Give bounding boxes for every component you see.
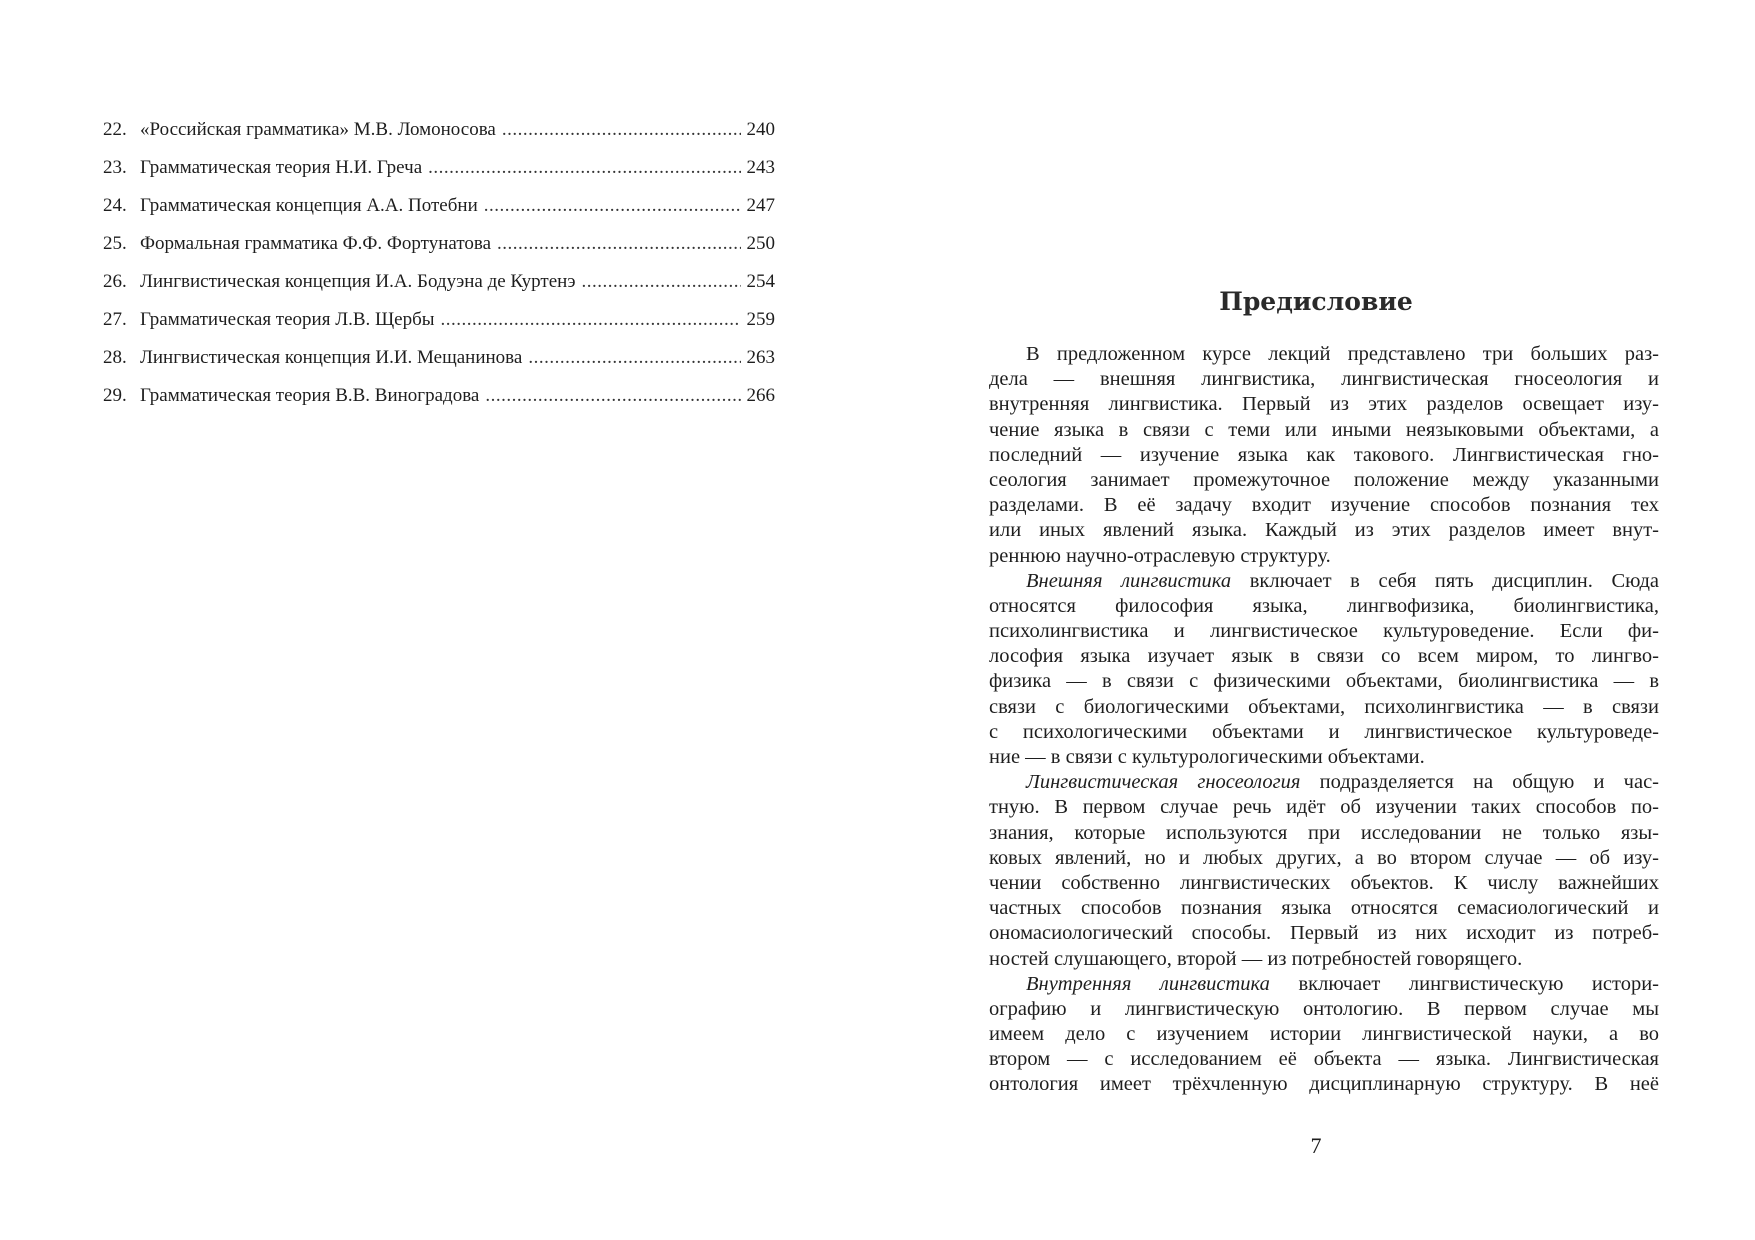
emphasis-term: Внутренняя лингвистика <box>1026 972 1270 995</box>
toc-leader-dots <box>581 263 740 301</box>
toc-entry-page: 254 <box>746 271 775 292</box>
emphasis-term: Внешняя лингвистика <box>1026 569 1232 592</box>
toc-entry-page: 259 <box>746 309 775 330</box>
text-line: внутренняя лингвистика. Первый из этих разделов освещает изу- <box>989 393 1659 416</box>
text-line: чение языка в связи с теми или иными неязыковыми объектами, а <box>989 418 1659 441</box>
text-fragment: включает лингвистическую истори- <box>1269 972 1659 995</box>
toc-entry-number: 26. <box>103 271 127 292</box>
toc-entry-page: 266 <box>746 385 775 406</box>
toc-entry[interactable] <box>103 187 775 225</box>
text-line: ономасиологический способы. Первый из них исходит из потреб- <box>989 922 1659 945</box>
toc-entry[interactable] <box>103 301 775 339</box>
toc-entry-title: Формальная грамматика Ф.Ф. Фортунатова <box>140 233 492 254</box>
toc-entry-number: 23. <box>103 157 127 178</box>
toc-entry-title: Грамматическая теория Н.И. Греча <box>140 157 423 178</box>
toc-entry-number: 27. <box>103 309 127 330</box>
text-line: относятся философия языка, лингвофизика, биолингвистика, <box>989 594 1659 617</box>
toc-entry-page: 240 <box>746 119 775 140</box>
toc-entry[interactable] <box>103 339 775 377</box>
toc-entry-title: Грамматическая концепция А.А. Потебни <box>140 195 478 216</box>
toc-entry-title: Лингвистическая концепция И.А. Бодуэна де Куртенэ <box>140 271 576 292</box>
text-fragment: подразделяется на общую и час- <box>1300 771 1659 794</box>
toc-leader-dots <box>428 149 740 187</box>
emphasis-term: Лингвистическая гносеология <box>1026 771 1301 794</box>
toc-entry[interactable] <box>103 263 775 301</box>
text-line: ковых явлений, но и любых других, а во втором случае — об изу- <box>989 846 1659 869</box>
text-line: с психологическими объектами и лингвистическое культуроведе- <box>989 720 1659 743</box>
paragraph-2 <box>989 569 1659 771</box>
toc-leader-dots <box>502 111 741 149</box>
text-line: лософия языка изучает язык в связи со всем миром, то лингво- <box>989 645 1659 668</box>
toc-entry[interactable] <box>103 111 775 149</box>
text-line <box>989 972 1659 997</box>
text-fragment: включает в себя пять дисциплин. Сюда <box>1231 569 1659 592</box>
text-line: ностей слушающего, второй — из потребностей говорящего. <box>989 947 1523 970</box>
text-line: знания, которые используются при исследовании не только язы- <box>989 821 1659 844</box>
text-line: ние — в связи с культурологическими объектами. <box>989 746 1425 768</box>
text-line: сеология занимает промежуточное положение между указанными <box>989 468 1659 491</box>
toc-entry-page: 250 <box>746 233 775 254</box>
text-line <box>989 770 1659 795</box>
text-line: психолингвистика и лингвистическое культуроведение. Если фи- <box>989 620 1659 643</box>
toc-entry-number: 24. <box>103 195 127 216</box>
toc-entry-page: 263 <box>746 347 775 368</box>
toc-entry[interactable] <box>103 377 775 415</box>
text-line <box>989 569 1659 594</box>
toc-entry-number: 29. <box>103 385 127 406</box>
paragraph-4 <box>989 972 1659 1098</box>
toc-entry-title: Грамматическая теория Л.В. Щербы <box>140 309 435 330</box>
toc-entry-page: 243 <box>746 157 775 178</box>
toc-leader-dots <box>528 339 740 377</box>
toc-leader-dots <box>497 225 740 263</box>
text-line: В предложенном курсе лекций представлено три больших раз- <box>1026 343 1659 365</box>
left-page <box>0 0 877 1240</box>
right-page <box>877 0 1755 1240</box>
text-line: тную. В первом случае речь идёт об изучении таких способов по- <box>989 796 1659 819</box>
text-line: или иных явлений языка. Каждый из этих разделов имеет внут- <box>989 519 1659 542</box>
text-line: ографию и лингвистическую онтологию. В первом случае мы <box>989 997 1659 1020</box>
text-line: чении собственно лингвистических объектов. К числу важнейших <box>989 871 1659 894</box>
toc-entry[interactable] <box>103 149 775 187</box>
toc-entry-title: Грамматическая теория В.В. Виноградова <box>140 385 480 406</box>
toc-leader-dots <box>484 187 741 225</box>
text-line: реннюю научно-отраслевую структуру. <box>989 544 1331 567</box>
toc-entry-number: 25. <box>103 233 127 254</box>
text-line: разделами. В её задачу входит изучение способов познания тех <box>989 494 1659 517</box>
preface-body <box>989 342 1659 1098</box>
preface-heading: Предисловие <box>1219 287 1413 316</box>
paragraph-1 <box>989 342 1659 569</box>
toc-entry-number: 28. <box>103 347 127 368</box>
toc-entry-number: 22. <box>103 119 127 140</box>
toc-entry-title: «Российская грамматика» М.В. Ломоносова <box>140 119 496 140</box>
toc-leader-dots <box>441 301 741 339</box>
table-of-contents <box>103 111 775 415</box>
text-line: дела — внешняя лингвистика, лингвистическая гносеология и <box>989 368 1659 391</box>
text-line: последний — изучение языка как такового. Лингвистическая гно- <box>989 443 1659 466</box>
text-line: частных способов познания языка относятся семасиологический и <box>989 897 1659 920</box>
toc-entry-title: Лингвистическая концепция И.И. Мещанинова <box>140 347 523 368</box>
paragraph-3 <box>989 770 1659 972</box>
toc-leader-dots <box>485 377 740 415</box>
text-line: физика — в связи с физическими объектами, биолингвистика — в <box>989 670 1659 693</box>
toc-entry-page: 247 <box>746 195 775 216</box>
text-line: имеем дело с изучением истории лингвистической науки, а во <box>989 1023 1659 1046</box>
page-number: 7 <box>1310 1133 1322 1158</box>
toc-entry[interactable] <box>103 225 775 263</box>
text-line: онтология имеет трёхчленную дисциплинарную структуру. В неё <box>989 1073 1659 1096</box>
text-line: связи с биологическими объектами, психолингвистика — в связи <box>989 695 1659 718</box>
text-line: втором — с исследованием её объекта — языка. Лингвистическая <box>989 1048 1659 1071</box>
